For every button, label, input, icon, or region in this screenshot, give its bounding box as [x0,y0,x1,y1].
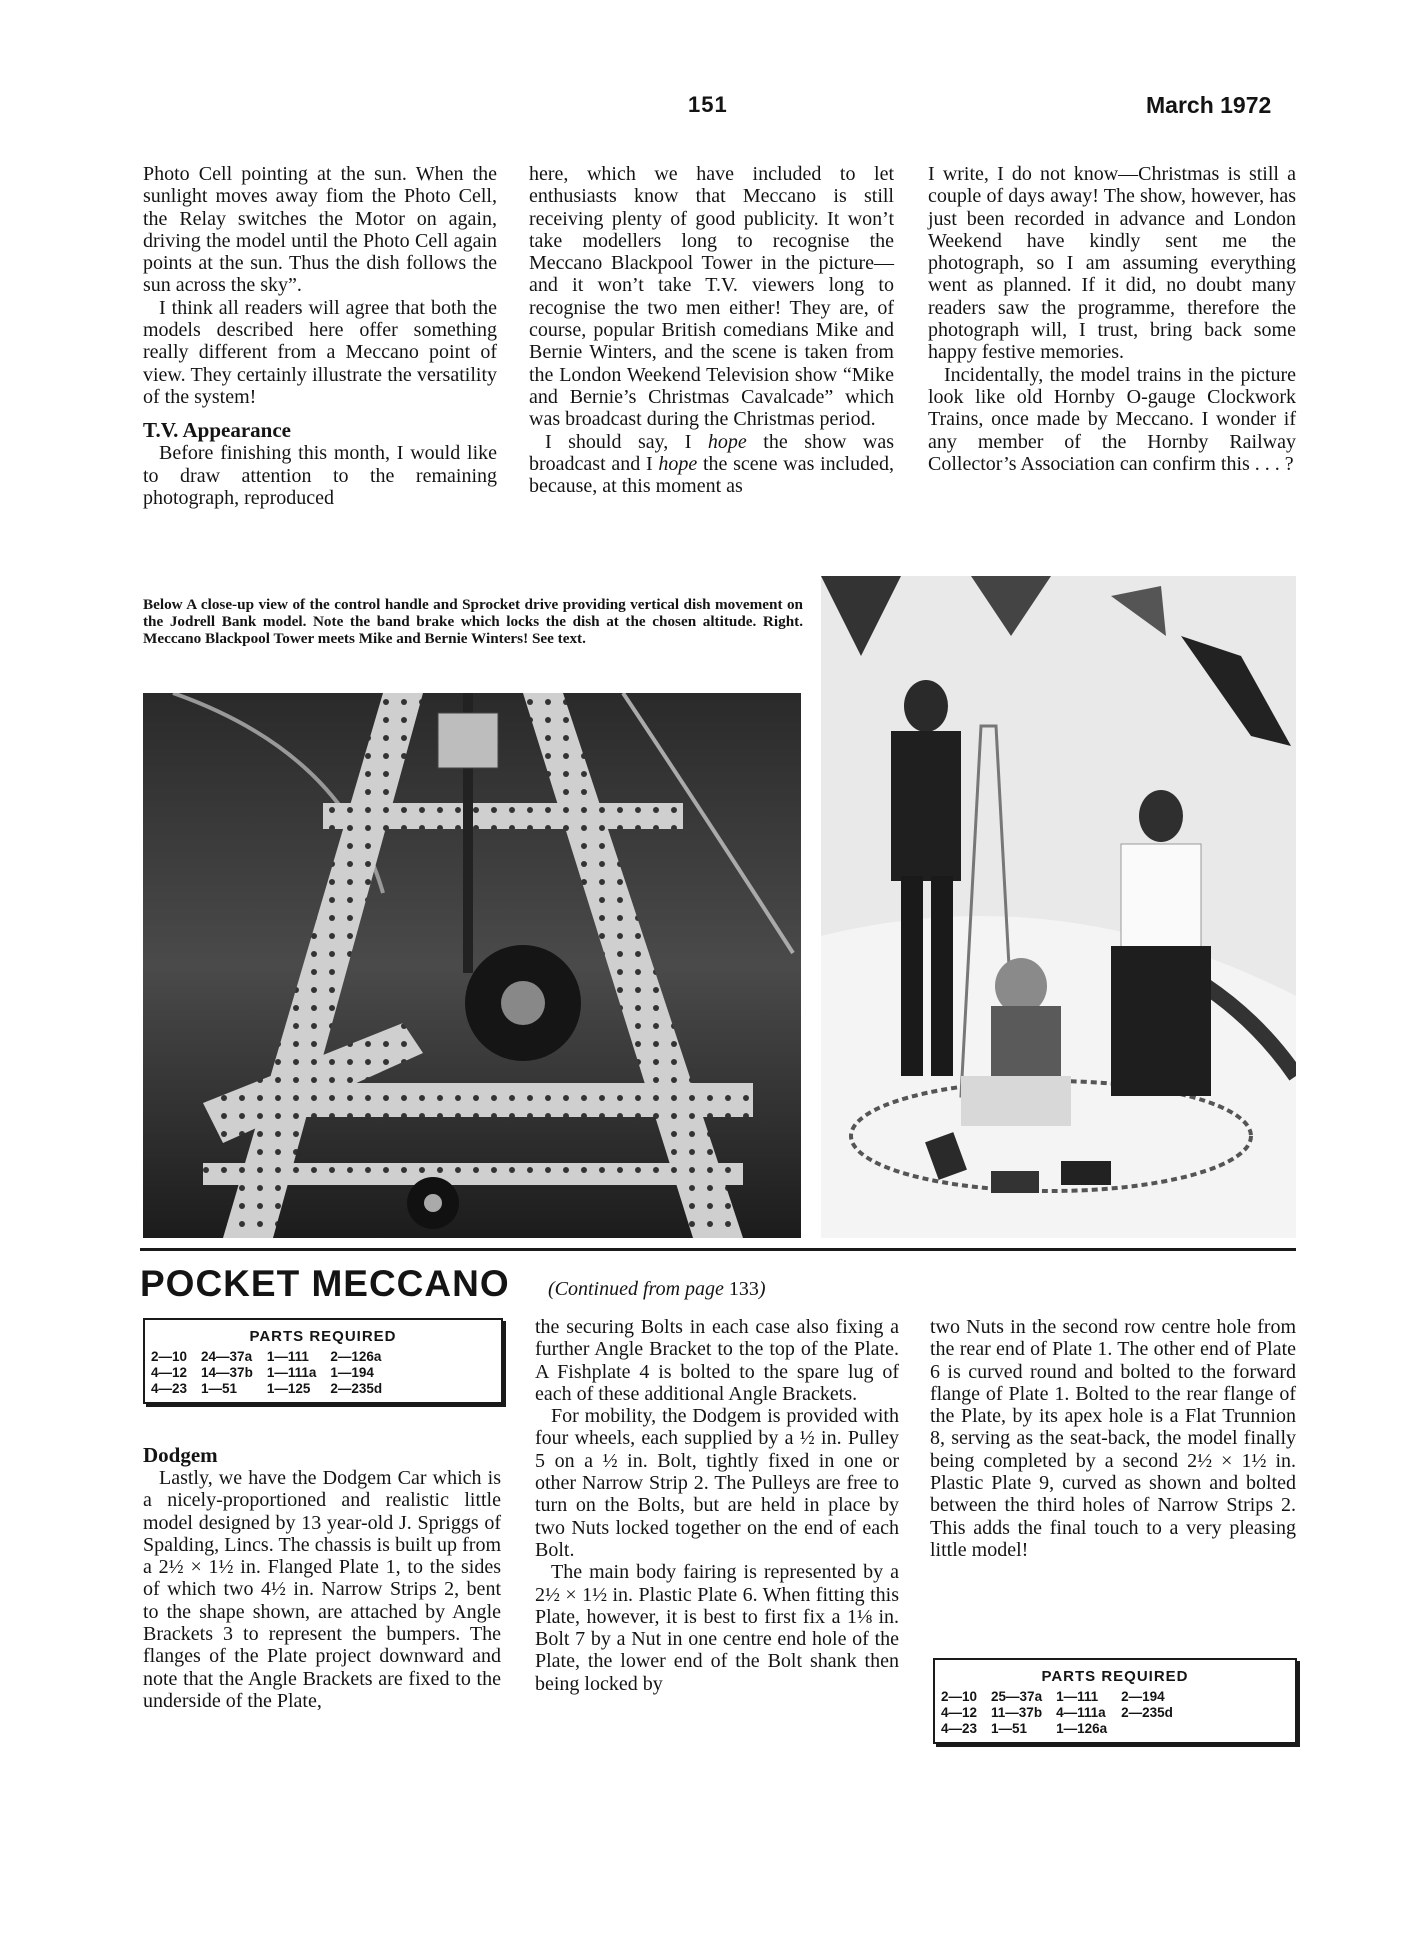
parts-required-box-1 [143,1318,503,1404]
table-cell: 2—10 [151,1349,188,1364]
table-cell: 2—235d [330,1381,383,1396]
table-cell: 1—51 [201,1381,238,1396]
parts-heading: PARTS REQUIRED [1041,1668,1189,1685]
jodrell-bank-model-photo [143,693,801,1238]
blackpool-tower-tv-photo [821,576,1296,1238]
table-cell: 2—235d [1121,1705,1173,1720]
table-row [151,1365,396,1381]
paragraph: here, which we have included to let enthusiasts know that Meccano is still receiving plenty of good publicity. It won’t take modellers long to recognise the Meccano Blackpool Tower in the picture—and it won’t take T.V. viewers long to recognise the two men either! They are, of course, popular British comedians Mike and Bernie Winters, and the scene is taken from the London Weekend Television show “Mike and Bernie’s Christmas Cavalcade” which was broadcast during the Christmas period. [529,163,894,431]
parts-required-box-2 [933,1658,1297,1744]
paragraph: For mobility, the Dodgem is provided with four wheels, each supplied by a ½ in. Pulley 5 on a ½ in. Bolt, tightly fixed in one or other Narrow Strip 2. The Pulleys are free to turn on the Bolts, but are held in place by two Nuts locked together on the end of each Bolt. [535,1405,899,1561]
paragraph: I write, I do not know—Christmas is still a couple of days away! The show, however, has just been recorded in advance and London Weekend have kindly sent me the photograph, so I am assuming everything went as planned. If it did, no doubt many readers saw the programme, therefore the photograph will, I trust, bring back some happy festive memories. [928,163,1296,364]
section-heading: Dodgem [143,1443,218,1467]
table-cell: 1—125 [266,1381,311,1396]
table-cell: 1—111 [266,1349,309,1364]
article-column-3 [928,163,1296,475]
table-cell: 4—12 [151,1365,188,1380]
pocket-meccano-column-2 [535,1316,899,1695]
paragraph: the securing Bolts in each case also fixing a further Angle Bracket to the top of the Plate. A Fishplate 4 is bolted to the spare lug of each of these additional Angle Brackets. [535,1316,899,1405]
parts-heading: PARTS REQUIRED [249,1328,397,1345]
table-cell: 2—10 [941,1689,978,1704]
table-cell: 1—51 [991,1721,1028,1736]
table-cell: 4—12 [941,1705,978,1720]
table-row [941,1689,1187,1705]
paragraph: I think all readers will agree that both the models described here offer something really different from a Meccano point of view. They certainly illustrate the versatility of the system! [143,296,497,408]
article-column-1 [143,163,497,509]
table-cell: 2—126a [330,1349,382,1364]
table-cell: 4—23 [941,1721,978,1736]
parts-table [941,1689,1187,1737]
article-column-2 [529,163,894,497]
paragraph: two Nuts in the second row centre hole from the rear end of Plate 1. The other end of Plate 6 is curved round and bolted to the forward flange of Plate 1. Bolted to the rear flange of the Plate, by its apex hole is a Flat Trunnion 8, serving as the seat-back, the model finally being completed by a second 2½ × 1½ in. Plastic Plate 9, curved as shown and bolted between the third holes of Narrow Strips 2. This adds the final touch to a very pleasing little model! [930,1316,1296,1561]
pocket-meccano-title: POCKET MECCANO [140,1263,510,1304]
table-cell: 1—194 [330,1365,374,1380]
table-cell: 4—23 [151,1381,188,1396]
table-cell: 11—37b [991,1705,1043,1720]
pocket-meccano-column-1 [143,1443,501,1712]
parts-table [151,1349,396,1397]
table-cell: 1—111a [266,1365,317,1380]
table-cell: 25—37a [991,1689,1043,1704]
table-row [151,1349,396,1365]
table-cell [1121,1721,1187,1737]
paragraph: Incidentally, the model trains in the picture look like old Hornby O-gauge Clockwork Trains, once made by Meccano. I wonder if any member of the Hornby Railway Collector’s Association can confirm this . . . ? [928,363,1296,475]
table-row [151,1381,396,1397]
table-cell: 14—37b [201,1365,253,1380]
paragraph: The main body fairing is represented by a 2½ × 1½ in. Plastic Plate 6. When fitting this Plate, however, it is best to first fix a 1⅛ in. Bolt 7 by a Nut in one centre end hole of the Plate, the lower end of the Bolt shank then being locked by [535,1561,899,1695]
paragraph: I should say, I hope the show was broadcast and I hope the scene was included, because, at this moment as [529,430,894,498]
table-cell: 24—37a [201,1349,253,1364]
pocket-meccano-column-3 [930,1316,1296,1561]
paragraph: Before finishing this month, I would like to draw attention to the remaining photograph, reproduced [143,442,497,509]
paragraph: Lastly, we have the Dodgem Car which is a nicely-proportioned and realistic little model designed by 13 year-old J. Spriggs of Spalding, Lincs. The chassis is built up from a 2½ × 1½ in. Flanged Plate 1, to the sides of which two 4½ in. Narrow Strips 2, bent to the shape shown, are attached by Angle Brackets 3 to represent the bumpers. The flanges of the Plate project downward and note that the Angle Brackets are fixed to the underside of the Plate, [143,1467,501,1712]
table-cell: 2—194 [1121,1689,1165,1704]
section-heading: T.V. Appearance [143,418,291,443]
paragraph: Photo Cell pointing at the sun. When the sunlight moves away fiom the Photo Cell, the Relay switches the Motor on again, driving the model until the Photo Cell again points at the sun. Thus the dish follows the sun across the sky”. [143,163,497,297]
table-row [941,1705,1187,1721]
section-divider [140,1248,1296,1251]
issue-date: March 1972 [1146,92,1272,118]
table-cell: 4—111a [1056,1705,1106,1720]
continued-page-number: 133 [728,1278,759,1300]
page-number: 151 [688,92,728,117]
photo-caption: Below A close-up view of the control handle and Sprocket drive providing vertical dish movement on the Jodrell Bank model. Note the band brake which locks the dish at the chosen altitude. Right. Meccano Blackpool Tower meets Mike and Bernie Winters! See text. [143,596,803,647]
table-cell: 1—111 [1056,1689,1099,1704]
table-cell: 1—126a [1056,1721,1108,1736]
continued-note: (Continued from page 133) [548,1278,766,1300]
table-row [941,1721,1187,1737]
